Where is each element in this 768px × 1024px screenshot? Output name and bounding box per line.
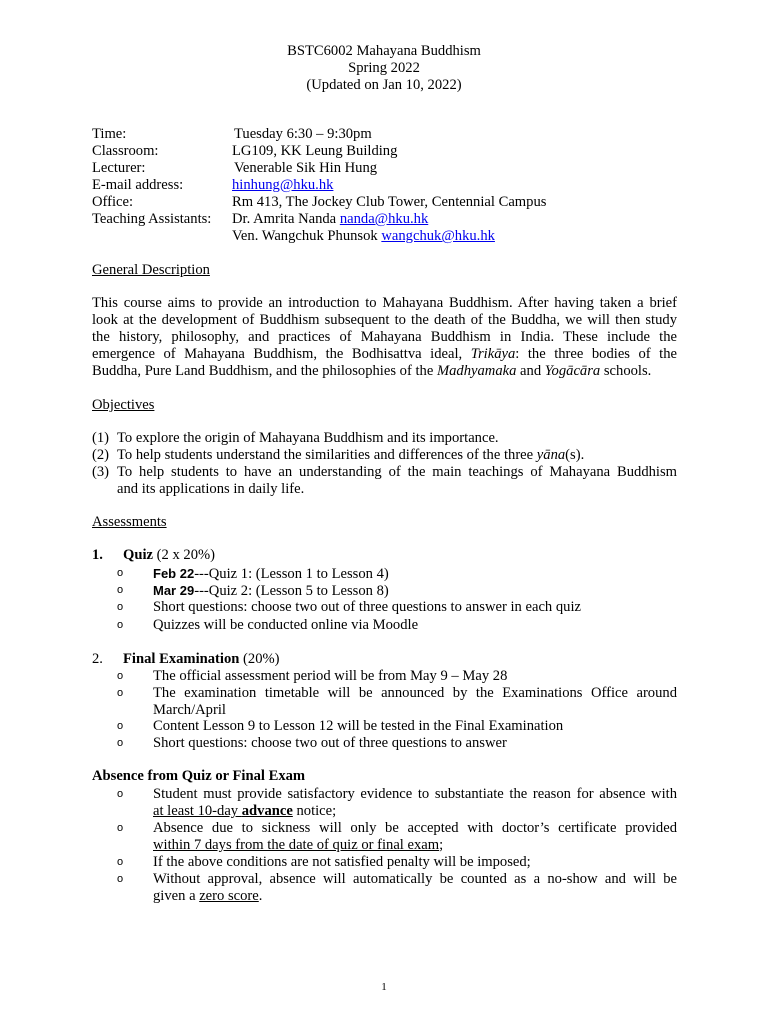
final-item: Content Lesson 9 to Lesson 12 will be tested in the Final Examination — [153, 718, 564, 734]
ta-label: Teaching Assistants: — [92, 211, 212, 227]
trikaya-term: Trikāya — [470, 346, 516, 362]
classroom-label: Classroom: — [92, 143, 159, 159]
quiz-date: Mar 29 — [153, 583, 195, 598]
description-text: Buddha, Pure Land Buddhism, and the philosophies of the — [92, 363, 434, 379]
quiz-text: ---Quiz 1: (Lesson 1 to Lesson 4) — [194, 566, 389, 582]
final-number: 2. — [92, 651, 103, 667]
office-value: Rm 413, The Jockey Club Tower, Centennial Campus — [232, 194, 547, 210]
absence-item: Without approval, absence will automatically be counted as a no-show and will be — [153, 871, 677, 887]
objective-text-cont: and its applications in daily life. — [117, 481, 305, 497]
bullet-icon: o — [117, 584, 124, 596]
final-item: The official assessment period will be from May 9 – May 28 — [153, 668, 508, 684]
objective-text — [117, 447, 584, 464]
absence-text-end: ; — [439, 837, 444, 853]
absence-item-cont — [153, 803, 336, 820]
final-title: Final Examination — [123, 651, 240, 667]
quiz-title: Quiz — [123, 547, 153, 563]
time-value: Tuesday 6:30 – 9:30pm — [234, 126, 372, 142]
final-item: The examination timetable will be announced by the Examinations Office around — [153, 685, 677, 701]
objective-text: To help students to have an understanding of the main teachings of Mahayana Buddhism — [117, 464, 677, 480]
final-item-cont: March/April — [153, 702, 226, 718]
course-term: Spring 2022 — [348, 60, 420, 76]
description-line — [92, 363, 651, 380]
description-line: This course aims to provide an introduction to Mahayana Buddhism. After having taken a brief — [92, 295, 677, 311]
objective-text: To explore the origin of Mahayana Buddhism and its importance. — [117, 430, 499, 446]
quiz-number: 1. — [92, 547, 103, 563]
description-line: look at the development of Buddhism subsequent to the death of the Buddha, we will then study — [92, 312, 677, 328]
lecturer-value: Venerable Sik Hin Hung — [234, 160, 378, 176]
bullet-icon: o — [117, 567, 124, 579]
objective-text-end: (s). — [565, 447, 585, 463]
final-weight: (20%) — [243, 651, 280, 667]
bullet-icon: o — [117, 822, 124, 834]
quiz-item — [153, 565, 389, 583]
ta1-email-link[interactable]: nanda@hku.hk — [339, 211, 429, 227]
time-label: Time: — [92, 126, 127, 142]
objective-text-main: To help students understand the similarities and differences of the three — [117, 447, 534, 463]
description-heading: General Description — [92, 262, 210, 278]
yogacara-term: Yogācāra — [544, 363, 601, 379]
bullet-icon: o — [117, 687, 124, 699]
zero-score-text: zero score — [199, 888, 259, 904]
bullet-icon: o — [117, 873, 124, 885]
bullet-icon: o — [117, 856, 124, 868]
lecturer-label: Lecturer: — [92, 160, 146, 176]
description-line: the history, philosophy, and practices of Mahayana Buddhism in India. These include the — [92, 329, 677, 345]
lecturer-email-link[interactable]: hinhung@hku.hk — [232, 177, 334, 193]
description-line — [92, 346, 677, 363]
description-text: and — [520, 363, 542, 379]
absence-item: Absence due to sickness will only be accepted with doctor’s certificate provided — [153, 820, 677, 836]
objective-number: (2) — [92, 447, 110, 463]
objective-number: (1) — [92, 430, 110, 446]
updated-date: (Updated on Jan 10, 2022) — [306, 77, 462, 93]
ta1-name: Dr. Amrita Nanda — [232, 211, 337, 227]
bullet-icon: o — [117, 720, 124, 732]
madhyamaka-term: Madhyamaka — [436, 363, 517, 379]
bullet-icon: o — [117, 737, 124, 749]
office-label: Office: — [92, 194, 134, 210]
quiz-text: ---Quiz 2: (Lesson 5 to Lesson 8) — [194, 583, 389, 599]
bullet-icon: o — [117, 619, 124, 631]
email-label: E-mail address: — [92, 177, 184, 193]
ta2-email-link[interactable]: wangchuk@hku.hk — [381, 228, 495, 244]
course-title: BSTC6002 Mahayana Buddhism — [287, 43, 481, 59]
quiz-weight: (2 x 20%) — [156, 547, 216, 563]
absence-text: given a — [153, 888, 200, 904]
quiz-item: Short questions: choose two out of three questions to answer in each quiz — [153, 599, 582, 615]
absence-item-cont — [153, 837, 443, 854]
objective-number: (3) — [92, 464, 110, 480]
absence-item: Student must provide satisfactory evidence to substantiate the reason for absence with — [153, 786, 677, 802]
absence-heading: Absence from Quiz or Final Exam — [92, 768, 306, 784]
absence-item: If the above conditions are not satisfied penalty will be imposed; — [153, 854, 531, 870]
absence-text-part: at least 10-day — [153, 803, 242, 819]
quiz-heading — [123, 547, 215, 564]
description-text: schools. — [603, 363, 652, 379]
quiz-item — [153, 582, 389, 600]
final-item: Short questions: choose two out of three questions to answer — [153, 735, 507, 751]
ta2-name: Ven. Wangchuk Phunsok — [232, 228, 378, 244]
absence-text — [153, 803, 293, 819]
bullet-icon: o — [117, 670, 124, 682]
bullet-icon: o — [117, 601, 124, 613]
advance-bold: advance — [241, 803, 293, 819]
final-heading — [123, 651, 280, 668]
absence-text-end: . — [258, 888, 263, 904]
assessments-heading: Assessments — [92, 514, 167, 530]
absence-text: within 7 days from the date of quiz or final exam — [153, 837, 440, 853]
bullet-icon: o — [117, 788, 124, 800]
objectives-heading: Objectives — [92, 397, 155, 413]
description-text: : the three bodies of the — [515, 346, 677, 362]
page-number: 1 — [381, 981, 387, 993]
ta1 — [232, 211, 428, 228]
absence-text-end: notice; — [292, 803, 337, 819]
description-text: emergence of Mahayana Buddhism, the Bodhisattva ideal, — [92, 346, 463, 362]
quiz-item: Quizzes will be conducted online via Moodle — [153, 617, 419, 633]
quiz-date: Feb 22 — [153, 566, 195, 581]
absence-item-cont — [153, 888, 262, 905]
classroom-value: LG109, KK Leung Building — [232, 143, 398, 159]
ta2 — [232, 228, 495, 245]
yana-term: yāna — [536, 447, 566, 463]
